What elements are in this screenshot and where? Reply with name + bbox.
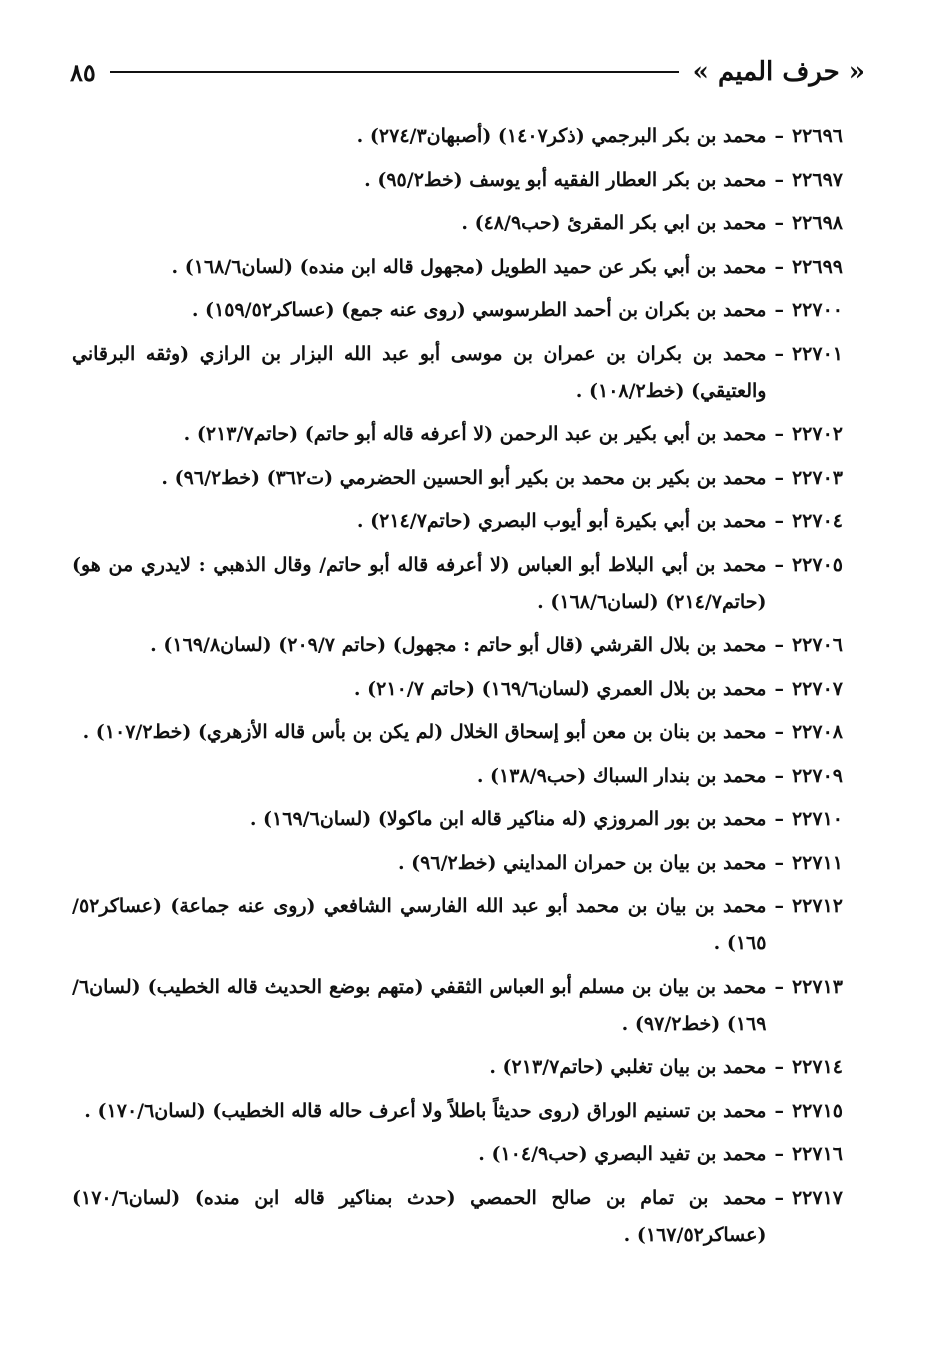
entry-number: ٢٢٧٠١ — [791, 342, 843, 365]
entry — [72, 1136, 843, 1173]
entry — [72, 336, 843, 410]
entry-dash: – — [774, 1186, 784, 1209]
entry — [72, 547, 843, 621]
entry-number: ٢٢٧١٦ — [791, 1143, 843, 1165]
entry-dash: – — [774, 895, 784, 917]
entry — [72, 888, 843, 962]
entry — [72, 416, 843, 453]
entry-text: محمد بن أبي بكير بن عبد الرحمن (لا أعرفه قاله أبو حاتم) (حاتم٢١٣/٧) . — [183, 423, 767, 445]
entry — [72, 801, 843, 838]
entry-dash: – — [774, 721, 784, 743]
entry-text: محمد بن بلال القرشي (قال أبو حاتم : مجهول) (حاتم ٢٠٩/٧) (لسان١٦٩/٨) . — [150, 634, 767, 656]
entry-number: ٢٢٦٩٨ — [791, 212, 843, 234]
entry-number: ٢٢٦٩٩ — [791, 255, 843, 278]
entry-number: ٢٢٧١٢ — [791, 895, 843, 917]
entry — [72, 118, 843, 155]
header-rule — [110, 71, 679, 73]
entry — [72, 162, 843, 199]
entry-dash: – — [774, 634, 784, 656]
entry-number: ٢٢٧١٤ — [791, 1056, 843, 1078]
entry-text: محمد بن أبي بكر عن حميد الطويل (مجهول قاله ابن منده) (لسان١٦٨/٦) . — [171, 255, 767, 278]
entry-dash: – — [774, 212, 784, 234]
entry-dash: – — [774, 677, 784, 700]
entry-dash: – — [774, 975, 784, 998]
entry-text: محمد بن تسنيم الوراق (روى حديثاً باطلاً ولا أعرف حاله قاله الخطيب) (لسان١٧٠/٦) . — [84, 1099, 767, 1122]
entry — [72, 1180, 843, 1254]
entry-text: محمد بن تمام بن صالح الحمصي (حدث بمناكير قاله ابن منده) (لسان١٧٠/٦) (عساكر١٦٧/٥٢) . — [72, 1186, 767, 1246]
entry-dash: – — [774, 299, 784, 321]
entry — [72, 758, 843, 795]
entry-number: ٢٢٧٠٠ — [791, 299, 843, 321]
entry-text: محمد بن بور المروزي (له مناكير قاله ابن ماكولا) (لسان١٦٩/٦) . — [249, 808, 767, 830]
entry-dash: – — [774, 510, 784, 532]
entry-text: محمد بن بيان بن حمران المدايني (خط٩٦/٢) . — [397, 851, 767, 874]
entry-number: ٢٢٧٠٣ — [791, 466, 843, 489]
entry-text: محمد بن ابي بكر المقرئ (حب٤٨/٩) . — [461, 212, 767, 234]
entry-dash: – — [774, 764, 784, 787]
entry — [72, 1093, 843, 1130]
entry-dash: – — [774, 168, 784, 191]
page-number: ٨٥ — [70, 57, 96, 87]
entry — [72, 503, 843, 540]
entry-text: محمد بن بلال العمري (لسان١٦٩/٦) (حاتم ٢١٠/٧) . — [353, 677, 767, 700]
entry-text: محمد بن بكر البرجمي (ذكر١٤٠٧) (أصبهان٢٧٤/٣) . — [356, 125, 767, 147]
entry — [72, 845, 843, 882]
entry — [72, 292, 843, 329]
entry-list — [72, 118, 843, 1260]
entry-text: محمد بن بيان بن محمد أبو عبد الله الفارسي الشافعي (روى عنه جماعة) (عساكر٥٢/ ١٦٥) . — [72, 895, 767, 954]
entry-text: محمد بن بكر العطار الفقيه أبو يوسف (خط٩٥/٢) . — [364, 168, 767, 191]
entry-text: محمد بن بندار السباك (حب١٣٨/٩) . — [476, 764, 767, 787]
entry-dash: – — [774, 851, 784, 874]
entry-number: ٢٢٧٠٨ — [791, 721, 843, 743]
entry-number: ٢٢٧١٠ — [791, 808, 843, 830]
entry-number: ٢٢٧١٥ — [791, 1099, 843, 1122]
page-header — [70, 52, 865, 92]
entry — [72, 205, 843, 242]
entry-number: ٢٢٦٩٧ — [791, 168, 843, 191]
entry-number: ٢٢٦٩٦ — [791, 125, 843, 147]
entry — [72, 249, 843, 286]
entry — [72, 671, 843, 708]
entry-text: محمد بن بكير بن محمد بن بكير أبو الحسين الحضرمي (ت٣٦٢) (خط٩٦/٢) . — [161, 466, 767, 489]
entry-number: ٢٢٧٠٩ — [791, 764, 843, 787]
entry-text: محمد بن تفيد البصري (حب١٠٤/٩) . — [478, 1143, 767, 1165]
entry-number: ٢٢٧٠٥ — [791, 553, 843, 576]
entry-dash: – — [774, 342, 784, 365]
entry-number: ٢٢٧٠٦ — [791, 634, 843, 656]
entry-number: ٢٢٧١١ — [791, 851, 843, 874]
entry — [72, 627, 843, 664]
entry-dash: – — [774, 808, 784, 830]
entry-dash: – — [774, 553, 784, 576]
entry-dash: – — [774, 1099, 784, 1122]
entry-text: محمد بن أبي بكيرة أبو أيوب البصري (حاتم٢١٤/٧) . — [356, 510, 767, 532]
entry — [72, 969, 843, 1043]
entry-number: ٢٢٧٠٢ — [791, 423, 843, 445]
entry-dash: – — [774, 1056, 784, 1078]
entry-dash: – — [774, 125, 784, 147]
entry-dash: – — [774, 423, 784, 445]
entry-text: محمد بن بيان تغلبي (حاتم٢١٣/٧) . — [489, 1056, 767, 1078]
entry-number: ٢٢٧١٣ — [791, 975, 843, 998]
entry-number: ٢٢٧٠٧ — [791, 677, 843, 700]
entry-number: ٢٢٧٠٤ — [791, 510, 843, 532]
entry-dash: – — [774, 466, 784, 489]
entry-text: محمد بن أبي البلاط أبو العباس (لا أعرفه قاله أبو حاتم/ وقال الذهبي : لايدري من هو) (حاتم٢١٤/٧) (لسان١٦٨/٦) . — [72, 553, 767, 613]
entry — [72, 460, 843, 497]
entry — [72, 714, 843, 751]
entry-dash: – — [774, 255, 784, 278]
entry-dash: – — [774, 1143, 784, 1165]
entry — [72, 1049, 843, 1086]
entry-text: محمد بن بنان بن معن أبو إسحاق الخلال (لم يكن بن بأس قاله الأزهري) (خط١٠٧/٢) . — [82, 721, 767, 743]
entry-text: محمد بن بيان بن مسلم أبو العباس الثقفي (متهم بوضع الحديث قاله الخطيب) (لسان٦/ ١٦٩) (خط٩٧/٢) . — [72, 975, 767, 1035]
entry-text: محمد بن بكران بن عمران بن موسى أبو عبد الله البزار بن الرازي (وثقه البرقاني والعتيقي) (خط١٠٨/٢) . — [72, 342, 767, 402]
entry-text: محمد بن بكران بن أحمد الطرسوسي (روى عنه جمع) (عساكر١٥٩/٥٢) . — [191, 299, 767, 321]
entry-number: ٢٢٧١٧ — [791, 1186, 843, 1209]
running-title: « حرف الميم » — [692, 57, 865, 87]
